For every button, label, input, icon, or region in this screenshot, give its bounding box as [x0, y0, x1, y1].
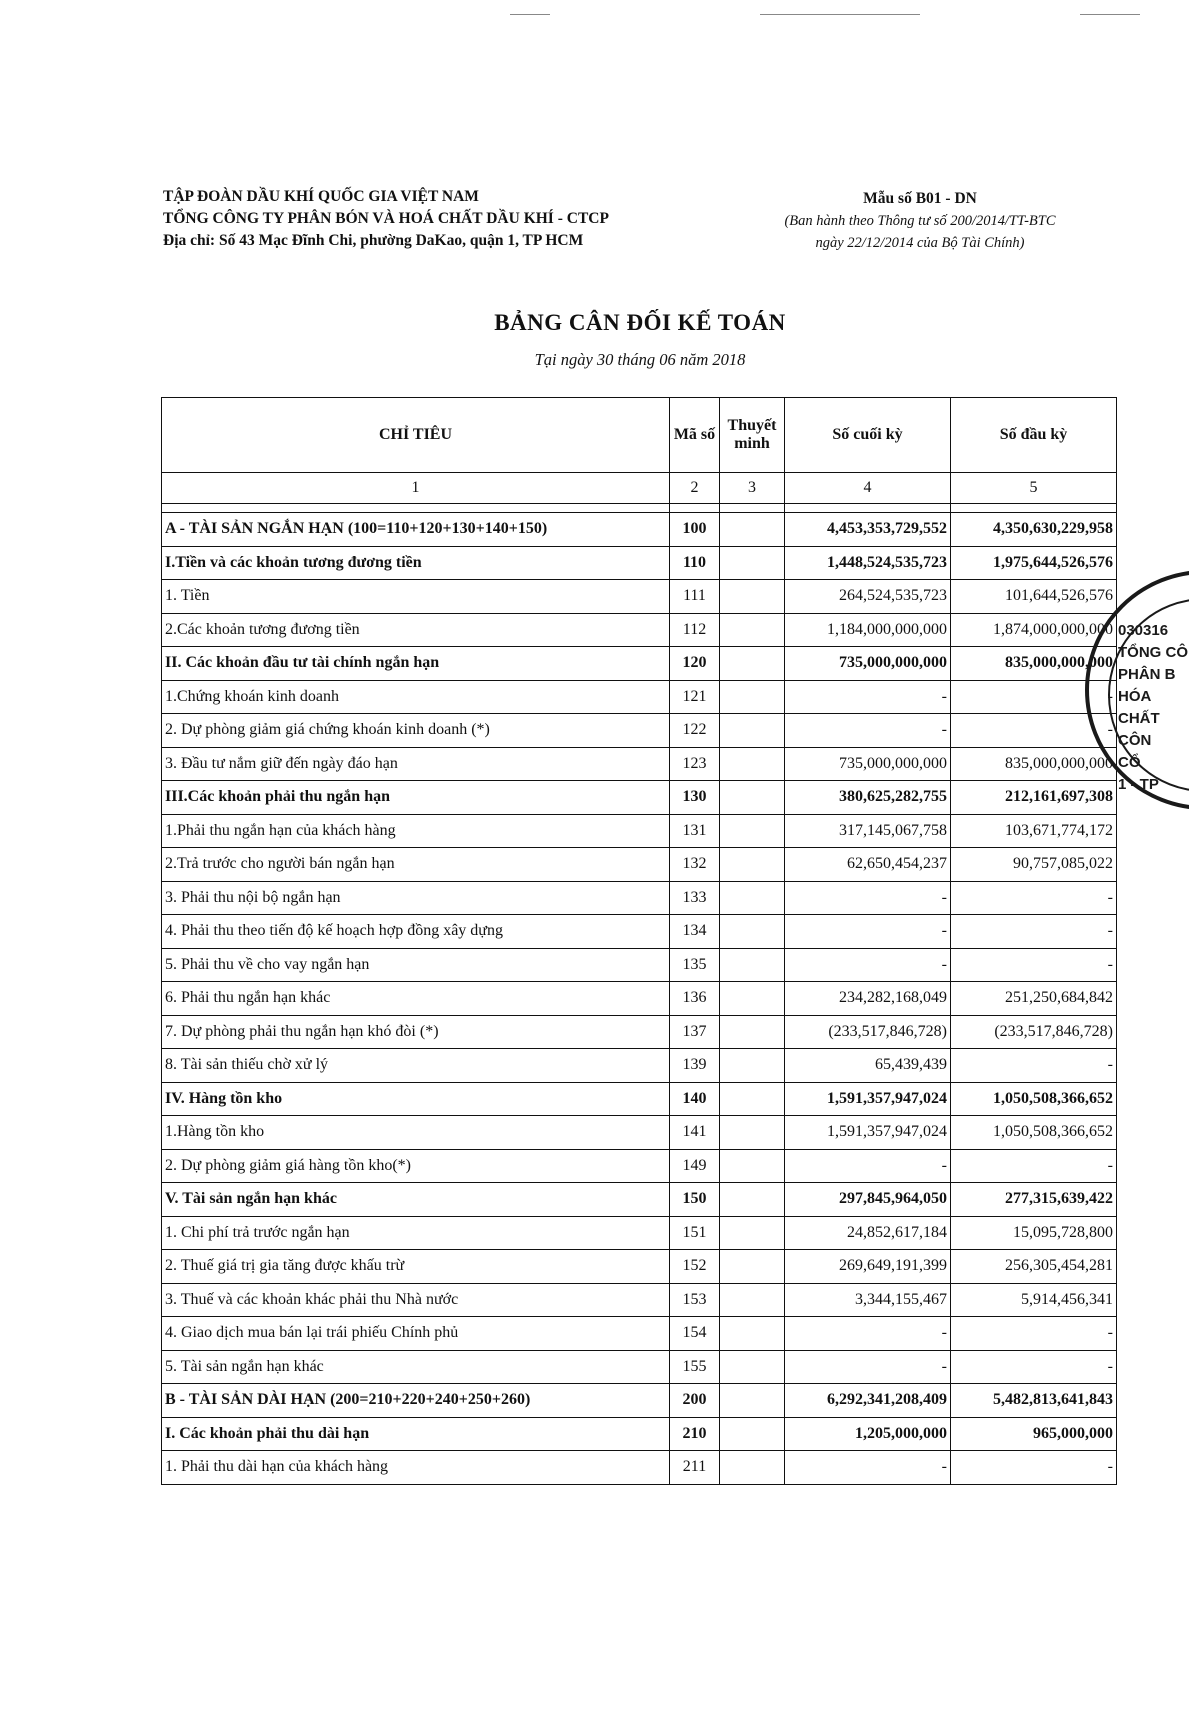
row-end-balance: 1,205,000,000: [785, 1417, 951, 1451]
row-code: 211: [670, 1451, 720, 1485]
row-code: 121: [670, 680, 720, 714]
row-code: 100: [670, 513, 720, 547]
row-indicator: 5. Phải thu về cho vay ngắn hạn: [162, 948, 670, 982]
row-end-balance: -: [785, 948, 951, 982]
row-begin-balance: -: [951, 1317, 1117, 1351]
row-begin-balance: -: [951, 948, 1117, 982]
row-code: 155: [670, 1350, 720, 1384]
row-indicator: 1. Tiền: [162, 580, 670, 614]
row-end-balance: 1,448,524,535,723: [785, 546, 951, 580]
document-date: Tại ngày 30 tháng 06 năm 2018: [534, 350, 746, 369]
row-indicator: 1.Hàng tồn kho: [162, 1116, 670, 1150]
row-indicator: 2.Các khoản tương đương tiền: [162, 613, 670, 647]
row-note: [720, 1216, 785, 1250]
row-begin-balance: -: [951, 680, 1117, 714]
column-number: 3: [720, 473, 785, 504]
table-row: [162, 1216, 1117, 1250]
row-note: [720, 1183, 785, 1217]
column-number: 4: [785, 473, 951, 504]
table-row: [162, 948, 1117, 982]
row-code: 133: [670, 881, 720, 915]
row-code: 123: [670, 747, 720, 781]
row-end-balance: -: [785, 915, 951, 949]
row-indicator: V. Tài sản ngắn hạn khác: [162, 1183, 670, 1217]
organization-header: [163, 186, 609, 252]
row-indicator: 1.Phải thu ngắn hạn của khách hàng: [162, 814, 670, 848]
row-note: [720, 1283, 785, 1317]
row-indicator: 2. Thuế giá trị gia tăng được khấu trừ: [162, 1250, 670, 1284]
row-begin-balance: -: [951, 1350, 1117, 1384]
row-begin-balance: 277,315,639,422: [951, 1183, 1117, 1217]
scan-artifact: [1080, 14, 1140, 15]
row-note: [720, 680, 785, 714]
row-end-balance: 1,184,000,000,000: [785, 613, 951, 647]
row-note: [720, 613, 785, 647]
table-row: [162, 680, 1117, 714]
form-number: Mẫu số B01 - DN: [863, 190, 977, 207]
row-note: [720, 1116, 785, 1150]
row-indicator: 1. Chi phí trả trước ngắn hạn: [162, 1216, 670, 1250]
row-end-balance: 1,591,357,947,024: [785, 1116, 951, 1150]
table-row: [162, 1116, 1117, 1150]
row-begin-balance: 1,975,644,526,576: [951, 546, 1117, 580]
row-code: 137: [670, 1015, 720, 1049]
org-line-1: TẬP ĐOÀN DẦU KHÍ QUỐC GIA VIỆT NAM: [163, 188, 479, 205]
row-code: 132: [670, 848, 720, 882]
row-note: [720, 747, 785, 781]
row-begin-balance: 1,050,508,366,652: [951, 1116, 1117, 1150]
header-code: Mã số: [670, 398, 720, 473]
table-row: [162, 1183, 1117, 1217]
row-end-balance: 6,292,341,208,409: [785, 1384, 951, 1418]
row-note: [720, 915, 785, 949]
row-indicator: IV. Hàng tồn kho: [162, 1082, 670, 1116]
row-begin-balance: 835,000,000,000: [951, 647, 1117, 681]
row-end-balance: 380,625,282,755: [785, 781, 951, 815]
row-end-balance: 735,000,000,000: [785, 647, 951, 681]
spacer-row: [162, 504, 1117, 513]
table-row: [162, 1149, 1117, 1183]
row-begin-balance: -: [951, 1149, 1117, 1183]
table-row: [162, 881, 1117, 915]
row-code: 210: [670, 1417, 720, 1451]
row-code: 136: [670, 982, 720, 1016]
table-row: [162, 982, 1117, 1016]
row-note: [720, 546, 785, 580]
row-indicator: 4. Giao dịch mua bán lại trái phiếu Chính phủ: [162, 1317, 670, 1351]
row-begin-balance: 103,671,774,172: [951, 814, 1117, 848]
document-title: BẢNG CÂN ĐỐI KẾ TOÁN: [494, 310, 786, 335]
scan-artifact: [510, 14, 550, 15]
row-end-balance: -: [785, 680, 951, 714]
row-indicator: A - TÀI SẢN NGẮN HẠN (100=110+120+130+140+150): [162, 513, 670, 547]
row-note: [720, 647, 785, 681]
row-indicator: 4. Phải thu theo tiến độ kế hoạch hợp đồng xây dựng: [162, 915, 670, 949]
balance-sheet: [161, 397, 1116, 1485]
table-row: [162, 814, 1117, 848]
row-note: [720, 1250, 785, 1284]
row-indicator: 7. Dự phòng phải thu ngắn hạn khó đòi (*): [162, 1015, 670, 1049]
row-indicator: 8. Tài sản thiếu chờ xử lý: [162, 1049, 670, 1083]
table-row: [162, 1082, 1117, 1116]
row-indicator: 3. Đầu tư nắm giữ đến ngày đáo hạn: [162, 747, 670, 781]
row-end-balance: 735,000,000,000: [785, 747, 951, 781]
table-row: [162, 1015, 1117, 1049]
table-row: [162, 1417, 1117, 1451]
row-note: [720, 1451, 785, 1485]
row-begin-balance: -: [951, 915, 1117, 949]
row-indicator: 2.Trả trước cho người bán ngắn hạn: [162, 848, 670, 882]
table-row: [162, 546, 1117, 580]
table-row: [162, 1049, 1117, 1083]
row-note: [720, 1417, 785, 1451]
row-begin-balance: 256,305,454,281: [951, 1250, 1117, 1284]
row-code: 120: [670, 647, 720, 681]
row-indicator: I. Các khoản phải thu dài hạn: [162, 1417, 670, 1451]
row-end-balance: 264,524,535,723: [785, 580, 951, 614]
company-seal-text: 030316 TỔNG CÔ PHÂN B HÓA CHẤT CÔN CỔ 1 - TP: [1118, 622, 1188, 793]
row-end-balance: (233,517,846,728): [785, 1015, 951, 1049]
scan-artifact: [760, 14, 920, 15]
row-code: 130: [670, 781, 720, 815]
row-code: 139: [670, 1049, 720, 1083]
row-begin-balance: 965,000,000: [951, 1417, 1117, 1451]
row-note: [720, 781, 785, 815]
table-row: [162, 714, 1117, 748]
row-code: 135: [670, 948, 720, 982]
row-code: 153: [670, 1283, 720, 1317]
row-note: [720, 848, 785, 882]
row-end-balance: -: [785, 1451, 951, 1485]
table-row: [162, 613, 1117, 647]
row-code: 200: [670, 1384, 720, 1418]
table-row: [162, 1250, 1117, 1284]
row-begin-balance: -: [951, 714, 1117, 748]
row-begin-balance: 1,050,508,366,652: [951, 1082, 1117, 1116]
row-note: [720, 1350, 785, 1384]
column-number-row: [162, 473, 1117, 504]
row-end-balance: -: [785, 881, 951, 915]
row-begin-balance: 4,350,630,229,958: [951, 513, 1117, 547]
row-end-balance: 1,591,357,947,024: [785, 1082, 951, 1116]
row-note: [720, 714, 785, 748]
row-begin-balance: 251,250,684,842: [951, 982, 1117, 1016]
table-row: [162, 747, 1117, 781]
row-begin-balance: 1,874,000,000,000: [951, 613, 1117, 647]
row-code: 141: [670, 1116, 720, 1150]
row-end-balance: -: [785, 1149, 951, 1183]
table-row: [162, 1350, 1117, 1384]
row-note: [720, 881, 785, 915]
row-end-balance: 234,282,168,049: [785, 982, 951, 1016]
table-row: [162, 647, 1117, 681]
row-note: [720, 982, 785, 1016]
row-note: [720, 1149, 785, 1183]
row-note: [720, 1384, 785, 1418]
row-end-balance: 62,650,454,237: [785, 848, 951, 882]
header-row: [162, 398, 1117, 473]
header-note: Thuyết minh: [720, 398, 785, 473]
row-code: 131: [670, 814, 720, 848]
row-end-balance: 65,439,439: [785, 1049, 951, 1083]
table-row: [162, 513, 1117, 547]
header-indicator: CHỈ TIÊU: [162, 398, 670, 473]
row-begin-balance: 212,161,697,308: [951, 781, 1117, 815]
row-end-balance: 269,649,191,399: [785, 1250, 951, 1284]
row-code: 111: [670, 580, 720, 614]
balance-sheet-table: [161, 397, 1117, 1485]
table-row: [162, 1384, 1117, 1418]
row-end-balance: -: [785, 1350, 951, 1384]
row-code: 152: [670, 1250, 720, 1284]
row-begin-balance: 90,757,085,022: [951, 848, 1117, 882]
header-end-balance: Số cuối kỳ: [785, 398, 951, 473]
row-note: [720, 814, 785, 848]
row-note: [720, 1317, 785, 1351]
row-end-balance: 24,852,617,184: [785, 1216, 951, 1250]
row-indicator: III.Các khoản phải thu ngắn hạn: [162, 781, 670, 815]
row-note: [720, 1082, 785, 1116]
row-end-balance: 297,845,964,050: [785, 1183, 951, 1217]
row-code: 151: [670, 1216, 720, 1250]
row-code: 110: [670, 546, 720, 580]
table-row: [162, 781, 1117, 815]
row-begin-balance: 101,644,526,576: [951, 580, 1117, 614]
row-begin-balance: 5,914,456,341: [951, 1283, 1117, 1317]
table-row: [162, 915, 1117, 949]
row-indicator: 2. Dự phòng giảm giá chứng khoán kinh doanh (*): [162, 714, 670, 748]
row-code: 150: [670, 1183, 720, 1217]
table-row: [162, 1283, 1117, 1317]
row-note: [720, 948, 785, 982]
column-number: 5: [951, 473, 1117, 504]
row-note: [720, 513, 785, 547]
row-end-balance: 3,344,155,467: [785, 1283, 951, 1317]
row-note: [720, 1049, 785, 1083]
row-begin-balance: 835,000,000,000: [951, 747, 1117, 781]
row-indicator: 2. Dự phòng giảm giá hàng tồn kho(*): [162, 1149, 670, 1183]
row-indicator: B - TÀI SẢN DÀI HẠN (200=210+220+240+250+260): [162, 1384, 670, 1418]
row-code: 154: [670, 1317, 720, 1351]
form-reference: [760, 188, 1080, 254]
row-begin-balance: -: [951, 881, 1117, 915]
issued-line-1: (Ban hành theo Thông tư số 200/2014/TT-BTC: [784, 213, 1056, 229]
row-indicator: I.Tiền và các khoản tương đương tiền: [162, 546, 670, 580]
table-row: [162, 1317, 1117, 1351]
issued-line-2: ngày 22/12/2014 của Bộ Tài Chính): [815, 235, 1025, 251]
row-code: 112: [670, 613, 720, 647]
row-begin-balance: -: [951, 1451, 1117, 1485]
table-row: [162, 1451, 1117, 1485]
row-indicator: 6. Phải thu ngắn hạn khác: [162, 982, 670, 1016]
row-end-balance: 317,145,067,758: [785, 814, 951, 848]
row-code: 134: [670, 915, 720, 949]
row-indicator: II. Các khoản đầu tư tài chính ngắn hạn: [162, 647, 670, 681]
column-number: 2: [670, 473, 720, 504]
row-note: [720, 1015, 785, 1049]
row-begin-balance: -: [951, 1049, 1117, 1083]
org-line-2: TỔNG CÔNG TY PHÂN BÓN VÀ HOÁ CHẤT DẦU KHÍ - CTCP: [163, 210, 609, 227]
org-address: Địa chỉ: Số 43 Mạc Đĩnh Chi, phường DaKao, quận 1, TP HCM: [163, 232, 584, 249]
row-indicator: 1. Phải thu dài hạn của khách hàng: [162, 1451, 670, 1485]
header-begin-balance: Số đầu kỳ: [951, 398, 1117, 473]
row-begin-balance: 5,482,813,641,843: [951, 1384, 1117, 1418]
row-code: 149: [670, 1149, 720, 1183]
balance-sheet-body: [162, 513, 1117, 1485]
row-indicator: 1.Chứng khoán kinh doanh: [162, 680, 670, 714]
row-begin-balance: (233,517,846,728): [951, 1015, 1117, 1049]
row-begin-balance: 15,095,728,800: [951, 1216, 1117, 1250]
row-code: 122: [670, 714, 720, 748]
row-end-balance: 4,453,353,729,552: [785, 513, 951, 547]
table-row: [162, 580, 1117, 614]
row-code: 140: [670, 1082, 720, 1116]
row-indicator: 3. Phải thu nội bộ ngắn hạn: [162, 881, 670, 915]
row-note: [720, 580, 785, 614]
table-row: [162, 848, 1117, 882]
row-end-balance: -: [785, 1317, 951, 1351]
row-indicator: 3. Thuế và các khoản khác phải thu Nhà nước: [162, 1283, 670, 1317]
row-indicator: 5. Tài sản ngắn hạn khác: [162, 1350, 670, 1384]
column-number: 1: [162, 473, 670, 504]
row-end-balance: -: [785, 714, 951, 748]
